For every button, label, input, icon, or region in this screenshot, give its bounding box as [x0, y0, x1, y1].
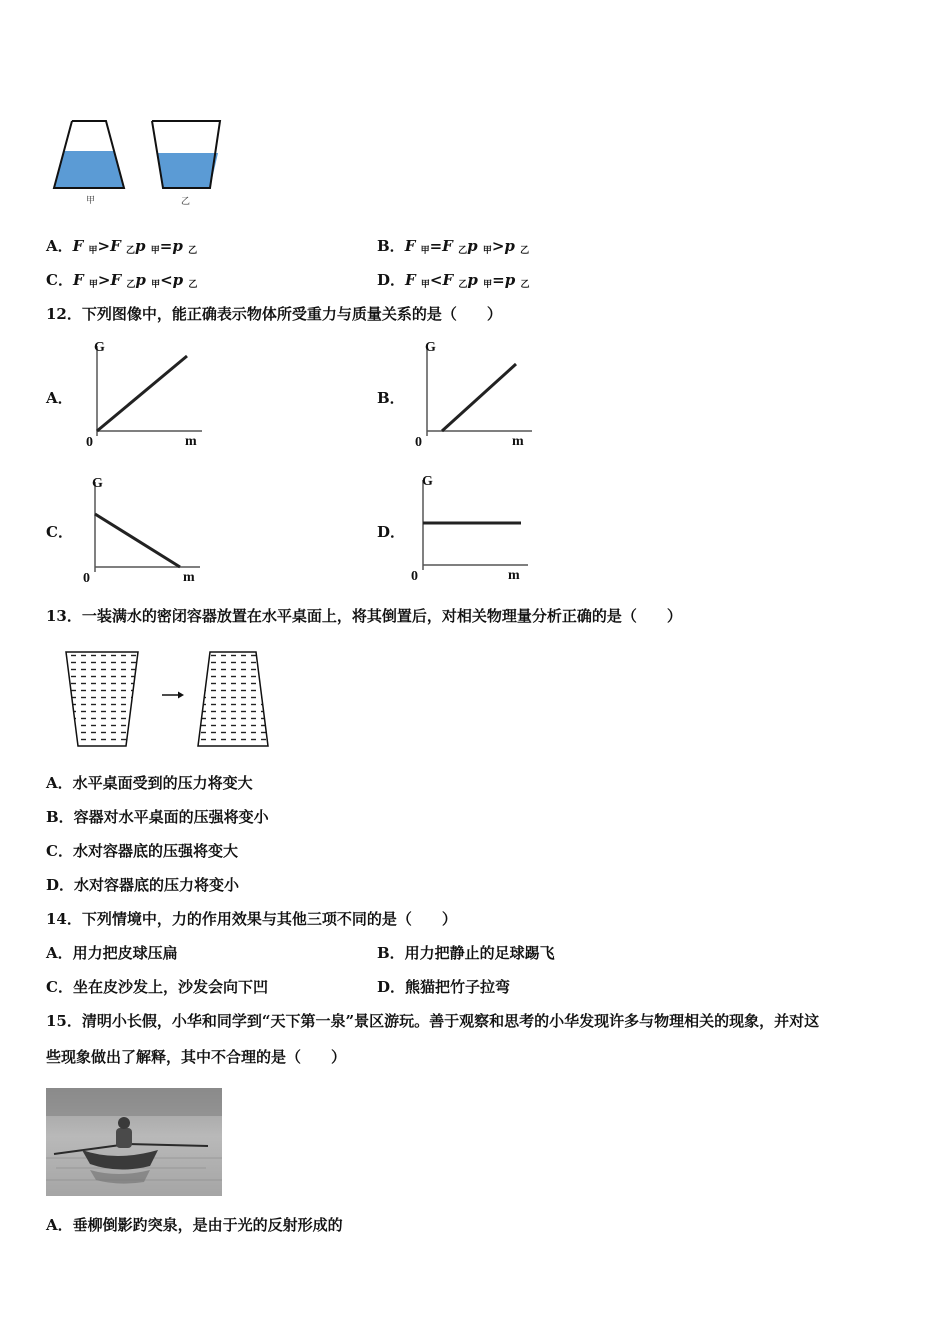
graph-b-line	[442, 364, 516, 431]
container-yi-label: 乙	[181, 197, 191, 207]
q11-option-c-letter: C．	[46, 271, 73, 289]
q14-option-c[interactable]: C．坐在皮沙发上，沙发会向下凹	[46, 978, 268, 996]
q13-container-figure	[60, 645, 280, 755]
q12-stem: 12．下列图像中，能正确表示物体所受重力与质量关系的是（ ）	[46, 305, 502, 323]
q11-option-a-letter: A．	[46, 237, 73, 255]
graph-d-x-label: m	[508, 568, 520, 583]
q13-option-a[interactable]: A．水平桌面受到的压力将变大	[46, 774, 253, 792]
graph-b-y-label: G	[425, 340, 436, 355]
q13-option-b[interactable]: B．容器对水平桌面的压强将变小	[46, 808, 269, 826]
q14-option-d[interactable]: D．熊猫把竹子拉弯	[377, 978, 511, 996]
q11-option-b[interactable]: B．F $_甲$=F $_乙$p $_甲$>p $_乙$	[377, 237, 530, 256]
graph-a-x-label: m	[185, 434, 197, 449]
q11-option-a[interactable]: A．F $_甲$>F $_乙$p $_甲$=p $_乙$	[46, 237, 198, 256]
q11-option-d-letter: D．	[377, 271, 406, 289]
q11-containers-figure	[50, 115, 230, 210]
graph-a-line	[97, 356, 187, 431]
q12-option-b-label[interactable]: B．	[377, 389, 405, 407]
graph-b-origin: 0	[415, 435, 422, 450]
container-jia-water	[54, 151, 124, 188]
graph-b-x-label: m	[512, 434, 524, 449]
graph-c-origin: 0	[83, 571, 90, 586]
q11-option-c[interactable]: C．F $_甲$>F $_乙$p $_甲$<p $_乙$	[46, 271, 198, 290]
q13-option-d[interactable]: D．水对容器底的压力将变小	[46, 876, 240, 894]
q11-option-d[interactable]: D．F $_甲$<F $_乙$p $_甲$=p $_乙$	[377, 271, 530, 290]
container-after	[198, 652, 268, 746]
graph-c-y-label: G	[92, 476, 103, 491]
container-jia-label: 甲	[86, 196, 96, 206]
graph-c-x-label: m	[183, 570, 195, 585]
q15-boat-photo	[46, 1088, 222, 1196]
q15-stem-line2: 些现象做出了解释，其中不合理的是（ ）	[46, 1048, 347, 1066]
graph-a-y-label: G	[94, 340, 105, 355]
q15-option-a[interactable]: A．垂柳倒影趵突泉，是由于光的反射形成的	[46, 1216, 343, 1234]
q13-stem: 13．一装满水的密闭容器放置在水平桌面上，将其倒置后，对相关物理量分析正确的是（ ）	[46, 607, 682, 625]
graph-a-origin: 0	[86, 435, 93, 450]
q13-option-c[interactable]: C．水对容器底的压强将变大	[46, 842, 238, 860]
invert-arrow-head	[178, 692, 184, 699]
q11-option-b-letter: B．	[377, 237, 405, 255]
graph-d-origin: 0	[411, 569, 418, 584]
container-before	[66, 652, 138, 746]
container-yi-water	[158, 153, 218, 188]
q15-stem-line1: 15．清明小长假，小华和同学到“天下第一泉”景区游玩。善于观察和思考的小华发现许多与物理相关的现象，并对这	[46, 1012, 820, 1030]
q14-option-b[interactable]: B．用力把静止的足球踢飞	[377, 944, 555, 962]
q12-option-d-label[interactable]: D．	[377, 523, 406, 541]
q14-option-a[interactable]: A．用力把皮球压扁	[46, 944, 178, 962]
graph-c-line	[95, 514, 180, 567]
graph-d-y-label: G	[422, 474, 433, 489]
q12-option-c-label[interactable]: C．	[46, 523, 73, 541]
q12-option-a-label[interactable]: A．	[46, 389, 73, 407]
q14-stem: 14．下列情境中，力的作用效果与其他三项不同的是（ ）	[46, 910, 457, 928]
